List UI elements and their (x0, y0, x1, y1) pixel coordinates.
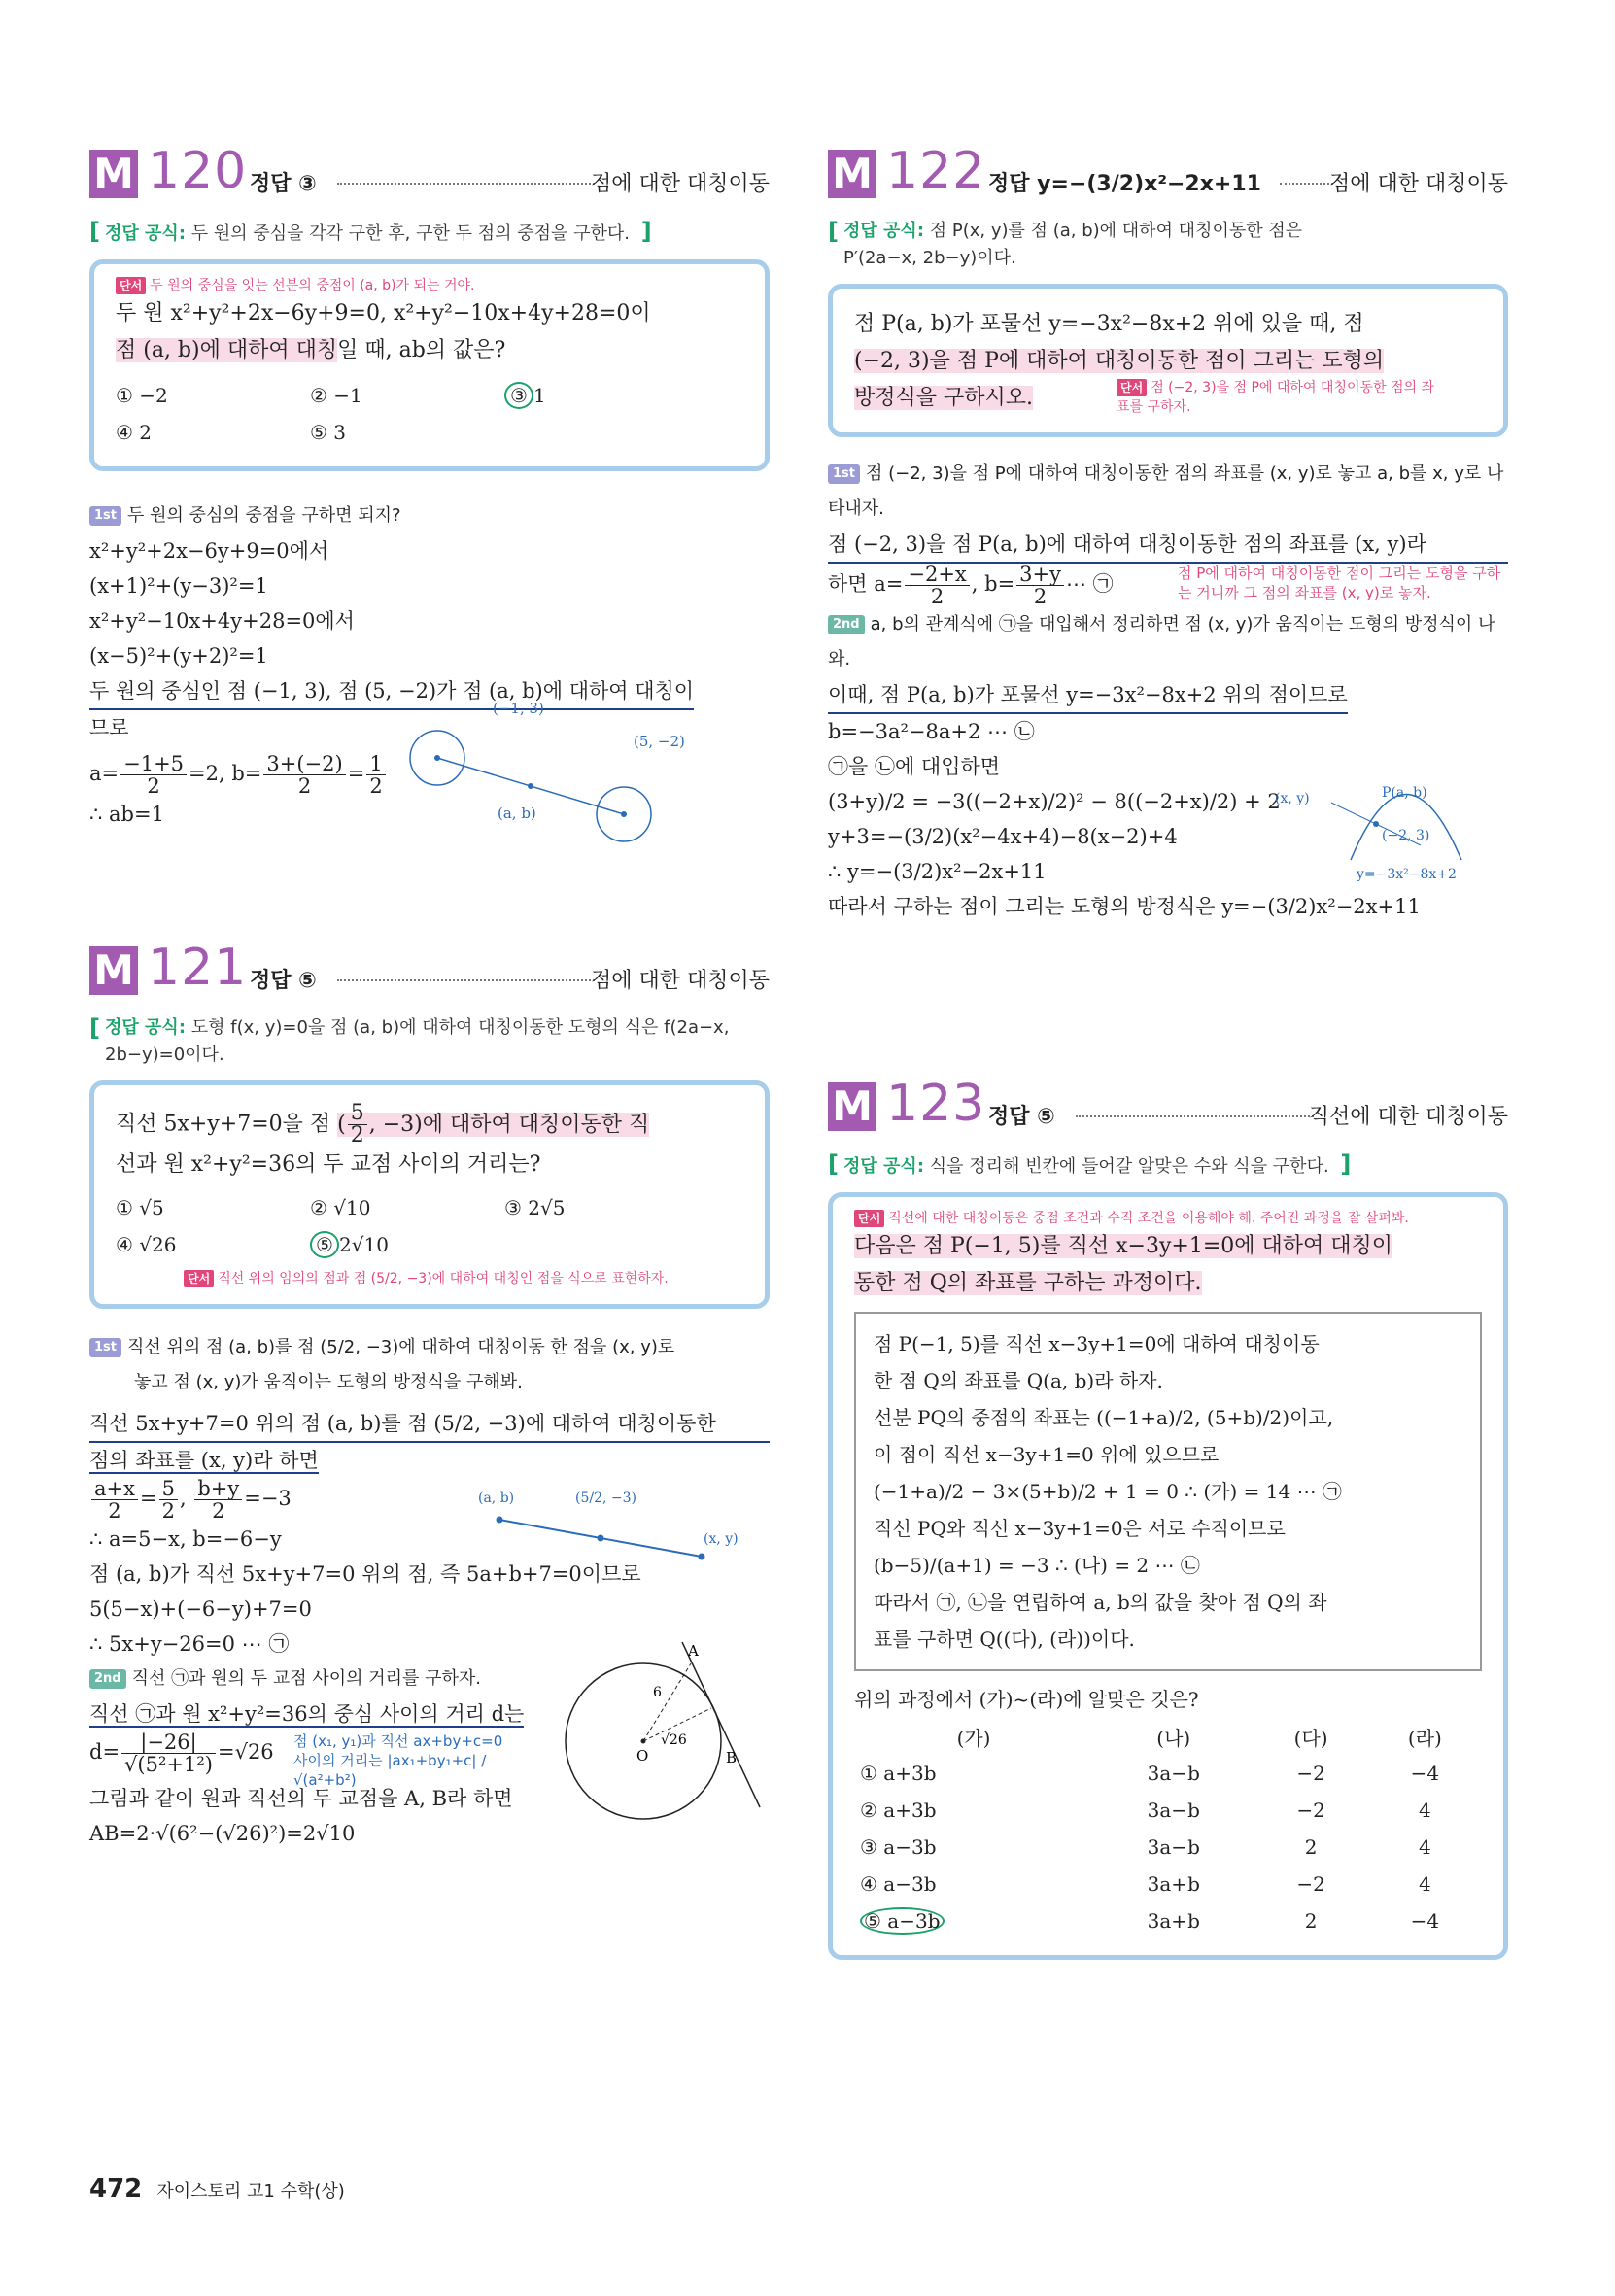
eq-part: =−3 (244, 1487, 292, 1510)
answer-label: 정답 ⑤ (250, 969, 317, 993)
hint-tag: 단서 (184, 1270, 214, 1287)
answer-formula: [ 정답 공식: 점 P(x, y)를 점 (a, b)에 대하여 대칭이동한 점은 P′(2a−x, 2b−y)이다. (828, 218, 1303, 268)
answer-circle: ③ (504, 382, 533, 409)
problem-badge: M (828, 150, 876, 198)
option-3[interactable]: ③ 2√5 (504, 1196, 566, 1219)
table-cell: ① a+3b (860, 1762, 937, 1785)
fig-label-P: P(a, b) (1382, 785, 1427, 801)
answer-formula: [ 정답 공식: 도형 f(x, y)=0을 점 (a, b)에 대하여 대칭이동한 도형의 식은 f(2a−x, 2b−y)=0이다. (89, 1014, 730, 1065)
numerator: b+y (194, 1478, 242, 1500)
hint-tag: 단서 (1117, 379, 1147, 396)
answer-formula: [ 정답 공식: 두 원의 중심을 각각 구한 후, 구한 두 점의 중점을 구한다. ] (89, 218, 652, 245)
solution-line: ∴ a=5−x, b=−6−y (89, 1527, 282, 1551)
question-line: 위의 과정에서 (가)~(라)에 알맞은 것은? (854, 1688, 1199, 1711)
question-highlight: 방정식을 구하시오. (854, 386, 1034, 410)
options (116, 377, 743, 451)
formula-text: 두 원의 중심을 각각 구한 후, 구한 두 점의 중점을 구한다. (190, 223, 630, 244)
solution-line: (x−5)²+(y+2)²=1 (89, 644, 268, 668)
table-cell: 3a+b (1147, 1872, 1200, 1896)
eq-part: =2, b= (189, 762, 262, 785)
table-header: (가) (956, 1726, 991, 1750)
table-row[interactable] (854, 1755, 1482, 1792)
topic-label: 직선에 대한 대칭이동 (1308, 1105, 1508, 1129)
options (116, 1189, 743, 1263)
fraction (194, 1478, 242, 1522)
denominator: 2 (297, 774, 312, 798)
denominator: 2 (161, 1499, 175, 1523)
left-column (89, 142, 770, 1845)
eq-part: , (179, 1487, 187, 1510)
problem-badge: M (89, 150, 138, 198)
answer-formula: [ 정답 공식: 식을 정리해 빈칸에 들어갈 알맞은 수와 식을 구한다. ] (828, 1150, 1352, 1178)
table-cell: 2 (1304, 1835, 1318, 1859)
fraction (120, 753, 187, 797)
eq-part: , b= (971, 572, 1015, 596)
table-cell: 3a−b (1147, 1835, 1200, 1859)
answer-circle: ⑤ a−3b (860, 1907, 945, 1935)
answer-options-table (854, 1718, 1482, 1939)
question-highlight: 다음은 점 P(−1, 5)를 직선 x−3y+1=0에 대하여 대칭이 (854, 1234, 1392, 1258)
step-tag: 1st (89, 1338, 121, 1357)
option-4[interactable]: ④ √26 (116, 1233, 177, 1256)
question-line (854, 1228, 1482, 1265)
step-text: 두 원의 중심의 중점을 구하면 되지? (127, 505, 401, 526)
fraction (905, 564, 969, 607)
proof-line: 점 P(−1, 5)를 직선 x−3y+1=0에 대하여 대칭이동 (874, 1332, 1320, 1355)
problem-badge: M (89, 946, 138, 995)
solution-line: 그림과 같이 원과 직선의 두 교점을 A, B라 하면 (89, 1787, 513, 1810)
problem-number: 120 (148, 142, 248, 200)
topic-label: 점에 대한 대칭이동 (590, 969, 770, 993)
table-cell: 3a+b (1147, 1909, 1200, 1933)
numerator: 5 (159, 1478, 178, 1500)
numerator: 3+y (1016, 564, 1064, 586)
solution-line: AB=2·√(6²−(√26)²)=2√10 (89, 1822, 356, 1845)
table-header: (나) (1156, 1726, 1191, 1750)
solution-line: 이때, 점 P(a, b)가 포물선 y=−3x²−8x+2 위의 점이므로 (828, 677, 1348, 714)
problem-number: 122 (886, 142, 986, 200)
problem-121-header (89, 939, 770, 1005)
question-line (854, 380, 1482, 417)
hint-text: 점 (−2, 3)을 점 P에 대하여 대칭이동한 점의 좌표를 구하자. (1117, 380, 1435, 415)
table-cell: ③ a−3b (860, 1835, 937, 1859)
solution-line: x²+y²+2x−6y+9=0에서 (89, 539, 329, 563)
right-column (828, 142, 1508, 1933)
fig-label-B: B (726, 1749, 738, 1766)
fig-label-mid: (a, b) (498, 805, 536, 822)
formula-label: 정답 공식: (843, 221, 925, 241)
proof-line: (−1+a)/2 − 3×(5+b)/2 + 1 = 0 ∴ (가) = 14 ⋯ ㉠ (874, 1480, 1342, 1503)
hint-line (854, 1209, 1482, 1228)
denominator: 2 (930, 585, 945, 608)
table-cell (854, 1902, 1093, 1939)
numerator: a+x (91, 1478, 138, 1500)
proof-line: 한 점 Q의 좌표를 Q(a, b)라 하자. (874, 1369, 1163, 1392)
table-cell: 4 (1419, 1799, 1431, 1822)
note-line: 사이의 거리는 |ax₁+by₁+c| / √(a²+b²) (293, 1752, 487, 1789)
solution-text: 직선 ㉠과 원 x²+y²=36의 중심 사이의 거리 d는 (89, 1702, 525, 1726)
problem-121 (89, 939, 770, 1851)
question-highlight: ( $\frac{5}{2}$ , −3)에 대하여 대칭이동한 직 (337, 1101, 650, 1148)
problem-123-box (828, 1192, 1508, 1960)
table-cell: 3a−b (1147, 1762, 1200, 1785)
solution-line: 따라서 구하는 점이 그리는 도형의 방정식은 y=−(3/2)x²−2x+11 (828, 895, 1421, 918)
question-line (854, 1265, 1482, 1302)
proof-line: 이 점이 직선 x−3y+1=0 위에 있으므로 (874, 1443, 1220, 1466)
question-text: 일 때, ab의 값은? (337, 338, 506, 362)
problem-badge: M (828, 1082, 876, 1131)
hint-tag: 단서 (854, 1210, 884, 1227)
question-text: , −3)에 대하여 대칭이동한 직 (368, 1112, 650, 1137)
solution-line: ∴ 5x+y−26=0 ⋯ ㉠ (89, 1632, 290, 1656)
side-note: 점 P에 대하여 대칭이동한 점이 그리는 도형을 구하는 거니까 그 점의 좌표를 (x, y)로 놓자. (1178, 565, 1501, 601)
solution-equation (828, 564, 1508, 607)
proof-line: 직선 PQ와 직선 x−3y+1=0은 서로 수직이므로 (874, 1517, 1286, 1540)
fig-label-point: (−2, 3) (1382, 828, 1430, 843)
table-header: (다) (1293, 1726, 1328, 1750)
fig-label-O: O (636, 1747, 649, 1765)
table-cell: −2 (1296, 1872, 1325, 1896)
question-line: 선과 원 x²+y²=36의 두 교점 사이의 거리는? (116, 1152, 541, 1177)
solution-line: 점 (−2, 3)을 점 P(a, b)에 대하여 대칭이동한 점의 좌표를 (x, y)라 (828, 527, 1508, 564)
step-text: 점 (−2, 3)을 점 P에 대하여 대칭이동한 점의 좌표를 (x, y)로 놓고 a, b를 x, y로 나타내자. (828, 463, 1504, 519)
solution-line: 두 원의 중심인 점 (−1, 3), 점 (5, −2)가 점 (a, b)에 대하여 대칭이 (89, 673, 694, 710)
solution-line: x²+y²−10x+4y+28=0에서 (89, 609, 355, 633)
solution-line (89, 1443, 770, 1478)
solution-line: 점 (a, b)가 직선 5x+y+7=0 위의 점, 즉 5a+b+7=0이므로 (89, 1562, 641, 1586)
hint-text: 직선 위의 임의의 점과 점 (5/2, −3)에 대하여 대칭인 점을 식으로 표현하자. (218, 1271, 669, 1286)
numerator: 3+(−2) (263, 753, 345, 775)
table-cell: ④ a−3b (860, 1872, 937, 1896)
numerator: 5 (348, 1103, 367, 1125)
fig-label-mid: (5/2, −3) (575, 1491, 636, 1506)
topic-label: 점에 대한 대칭이동 (1328, 172, 1508, 196)
formula-label: 정답 공식: (105, 223, 187, 244)
proof-line: 따라서 ㉠, ㉡을 연립하여 a, b의 값을 찾아 점 Q의 좌 (874, 1591, 1327, 1614)
table-cell: 4 (1419, 1872, 1431, 1896)
table-row-answer[interactable] (854, 1902, 1482, 1939)
formula-label: 정답 공식: (843, 1156, 925, 1177)
denominator: 2 (350, 1123, 364, 1148)
option-4[interactable]: ④ 2 (116, 421, 153, 444)
formula-label: 정답 공식: (105, 1017, 187, 1038)
option-5[interactable] (310, 1226, 504, 1263)
hint-line (116, 276, 743, 295)
fraction (159, 1478, 178, 1522)
two-circles-figure (332, 700, 779, 865)
fig-label-xy: (x, y) (1275, 791, 1310, 806)
option-2[interactable]: ② √10 (310, 1196, 371, 1219)
problem-122-header (828, 142, 1508, 208)
table-cell: −2 (1296, 1762, 1325, 1785)
formula-text: 점 P(x, y)를 점 (a, b)에 대하여 대칭이동한 점은 P′(2a−x, 2b−y)이다. (843, 221, 1303, 268)
fig-label-radius: 6 (653, 1685, 662, 1700)
step-text: 직선 ㉠과 원의 두 교점 사이의 거리를 구하자. (131, 1668, 481, 1689)
formula-text: 식을 정리해 빈칸에 들어갈 알맞은 수와 식을 구한다. (929, 1156, 1329, 1177)
question-line: 두 원 x²+y²+2x−6y+9=0, x²+y²−10x+4y+28=0이 (116, 301, 651, 326)
option-1[interactable]: ① √5 (116, 1196, 164, 1219)
fraction (348, 1103, 367, 1147)
solution-line: 5(5−x)+(−6−y)+7=0 (89, 1597, 312, 1621)
leader-dots (1076, 1115, 1314, 1117)
symmetric-points-figure (478, 1487, 770, 1574)
table-cell: −4 (1410, 1762, 1440, 1785)
solution-line: (x+1)²+(y−3)²=1 (89, 574, 268, 598)
option-value: 1 (533, 384, 546, 407)
formula-text: 도형 f(x, y)=0을 점 (a, b)에 대하여 대칭이동한 도형의 식은 f(2a−x, 2b−y)=0이다. (105, 1017, 730, 1065)
step-tag: 1st (828, 464, 860, 484)
question-line (116, 332, 743, 369)
fig-label-curve: y=−3x²−8x+2 (1357, 867, 1457, 882)
fraction (91, 1478, 138, 1522)
table-header-row (854, 1718, 1482, 1755)
eq-part: =√26 (217, 1740, 274, 1764)
question-highlight: 점 (a, b)에 대하여 대칭 (116, 338, 338, 362)
leader-dots (337, 979, 595, 981)
eq-part: a= (89, 762, 120, 785)
step-tag: 2nd (89, 1669, 126, 1689)
problem-123-header (828, 1075, 1508, 1141)
table-row[interactable] (854, 1829, 1482, 1866)
option-1[interactable]: ① −2 (116, 384, 168, 407)
eq-part: = (347, 762, 365, 785)
problem-number: 121 (148, 939, 248, 997)
table-row[interactable] (854, 1792, 1482, 1829)
solution-line: (3+y)/2 = −3((−2+x)/2)² − 8((−2+x)/2) + 2 (828, 790, 1281, 813)
table-cell: ② a+3b (860, 1799, 937, 1822)
hint-tag: 단서 (116, 277, 146, 294)
fig-label-ab: (a, b) (478, 1491, 515, 1506)
problem-120-header (89, 142, 770, 208)
topic-label: 점에 대한 대칭이동 (590, 172, 770, 196)
solution-line: 므로 (89, 716, 129, 739)
problem-number: 123 (886, 1075, 986, 1133)
table-cell: 3a−b (1147, 1799, 1200, 1822)
question-text: 점 P(a, b)가 포물선 y=−3x²−8x+2 위에 있을 때, 점 (854, 312, 1364, 336)
question-text: 직선 5x+y+7=0을 점 (116, 1112, 331, 1137)
table-cell: −4 (1410, 1909, 1440, 1933)
step-text: 직선 위의 점 (a, b)를 점 (5/2, −3)에 대하여 대칭이동 한 점을 (x, y)로 (127, 1337, 675, 1357)
eq-part: d= (89, 1740, 120, 1764)
step-1 (828, 457, 1508, 527)
numerator: −2+x (905, 564, 969, 586)
numerator: 1 (366, 753, 385, 775)
question-line (854, 343, 1482, 380)
numerator: |−26| (121, 1731, 216, 1754)
page-footer (89, 2175, 345, 2204)
eq-part: = (139, 1487, 157, 1510)
option-3[interactable] (504, 377, 699, 414)
option-value: 2√10 (339, 1233, 389, 1256)
question-line (854, 306, 1482, 343)
step-2 (828, 607, 1508, 677)
step-text: 놓고 점 (x, y)가 움직이는 도형의 방정식을 구해봐. (134, 1372, 523, 1392)
denominator: √(5²+1²) (124, 1753, 213, 1776)
proof-line: 선분 PQ의 중점의 좌표는 ((−1+a)/2, (5+b)/2)이고, (874, 1406, 1334, 1429)
denominator: 2 (1033, 585, 1048, 608)
denominator: 2 (369, 774, 383, 798)
hint-text: 두 원의 중심을 잇는 선분의 중점이 (a, b)가 되는 거야. (150, 278, 475, 293)
step-tag: 2nd (828, 615, 865, 634)
distance-note (293, 1731, 527, 1790)
option-5[interactable]: ⑤ 3 (310, 421, 347, 444)
table-row[interactable] (854, 1866, 1482, 1902)
fig-label-xy: (x, y) (704, 1531, 739, 1547)
problem-123 (828, 1075, 1508, 1960)
problem-122-box (828, 284, 1508, 437)
answer-label: 정답 ⑤ (988, 1105, 1055, 1129)
eq-part: 하면 a= (828, 572, 904, 596)
book-title: 자이스토리 고1 수학(상) (156, 2181, 345, 2202)
proof-line: (b−5)/(a+1) = −3 ∴ (나) = 2 ⋯ ㉡ (874, 1554, 1200, 1577)
circle-chord-figure (556, 1623, 779, 1846)
fig-label-A: A (688, 1642, 699, 1660)
table-header: (라) (1407, 1726, 1442, 1750)
proof-line: 표를 구하면 Q((다), (라))이다. (874, 1628, 1135, 1651)
denominator: 2 (212, 1499, 225, 1523)
solution-line: ∴ y=−(3/2)x²−2x+11 (828, 860, 1047, 883)
fig-label-p1: (−1, 3) (493, 700, 544, 717)
fig-label-distance: √26 (661, 1732, 687, 1748)
step-tag: 1st (89, 506, 121, 526)
proof-box (854, 1312, 1482, 1671)
solution-text: 점의 좌표를 (x, y)라 하면 (89, 1449, 319, 1472)
fraction (121, 1731, 216, 1775)
fig-label-p2: (5, −2) (634, 733, 685, 750)
solution-line: ㉠을 ㉡에 대입하면 (828, 755, 1001, 778)
question-highlight: 동한 점 Q의 좌표를 구하는 과정이다. (854, 1271, 1202, 1295)
leader-dots (337, 183, 595, 185)
solution-line: 직선 5x+y+7=0 위의 점 (a, b)를 점 (5/2, −3)에 대하여 대칭이동한 (89, 1406, 770, 1443)
fraction (1016, 564, 1064, 607)
denominator: 2 (108, 1499, 121, 1523)
parabola-figure (1275, 768, 1508, 884)
step-text: a, b의 관계식에 ㉠을 대입해서 정리하면 점 (x, y)가 움직이는 도형의 방정식이 나와. (828, 614, 1495, 669)
note-line: 점 (x₁, y₁)과 직선 ax+by+c=0 (293, 1732, 503, 1750)
numerator: −1+5 (120, 753, 187, 775)
answer-label: 정답 ③ (250, 172, 317, 196)
eq-part: ⋯ ㉠ (1066, 572, 1114, 596)
answer-label: 정답 y=−(3/2)x²−2x+11 (988, 172, 1261, 196)
step-1 (89, 498, 770, 533)
leader-dots (1280, 183, 1333, 185)
solution-line: y+3=−(3/2)(x²−4x+4)−8(x−2)+4 (828, 825, 1178, 848)
page-number: 472 (89, 2175, 143, 2204)
answer-circle: ⑤ (310, 1231, 339, 1258)
problem-120-box (89, 259, 770, 471)
hint-text: 직선에 대한 대칭이동은 중점 조건과 수직 조건을 이용해야 해. 주어진 과정을 잘 살펴봐. (888, 1211, 1409, 1226)
step-1 (89, 1330, 770, 1365)
table-cell: 4 (1419, 1835, 1431, 1859)
problem-121-box (89, 1080, 770, 1309)
table-cell: 2 (1304, 1909, 1318, 1933)
question-line (116, 1103, 743, 1147)
option-2[interactable]: ② −1 (310, 384, 362, 407)
question-highlight: (−2, 3)을 점 P에 대하여 대칭이동한 점이 그리는 도형의 (854, 349, 1385, 373)
denominator: 2 (147, 774, 160, 798)
hint-line (184, 1269, 743, 1288)
table-cell: −2 (1296, 1799, 1325, 1822)
hint-line (1117, 378, 1447, 417)
solution-result: ∴ ab=1 (89, 803, 164, 826)
solution-line: b=−3a²−8a+2 ⋯ ㉡ (828, 720, 1035, 743)
